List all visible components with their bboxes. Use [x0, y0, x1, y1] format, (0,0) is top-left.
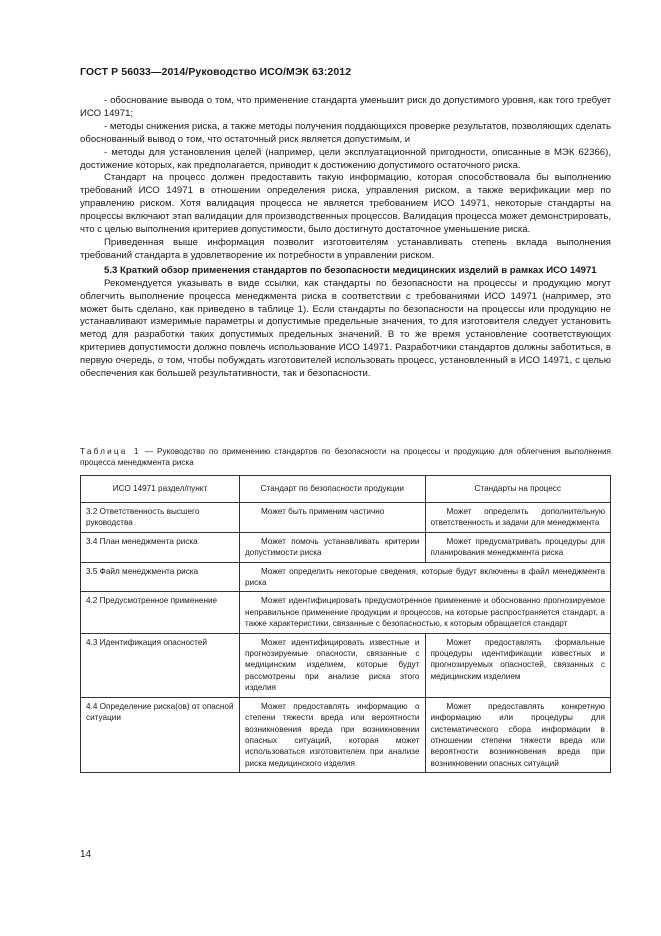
column-header: Стандарт по безопасности продукции	[240, 476, 426, 503]
merged-standard-cell: Может определить некоторые сведения, которые будут включены в файл менеджмента риска	[240, 562, 611, 592]
clause-cell: 4.4 Определение риска(ов) от опасной ситуации	[81, 697, 240, 772]
process-standard-cell: Может предусматривать процедуры для планирования менеджмента риска	[425, 532, 611, 562]
table-header-row	[81, 476, 611, 503]
table-row	[81, 697, 611, 772]
product-standard-cell: Может идентифицировать известные и прогнозируемые опасности, связанные с медицинским изделием, которые будут рассмотрены при анализе риска этого изделия	[240, 633, 426, 697]
guidance-table	[80, 475, 611, 773]
paragraph: Стандарт на процесс должен предоставить такую информацию, которая способствовала бы выполнению требований ИСО 14971 в отношении определения риска, управления риском, а также верификации мер по управлению риском. Хотя валидация процесса не является требованием ИСО 14971, некоторые стандарты на процессы включают этап валидации для производственных процессов. Валидация процесса может демонстрировать, что с целью выполнения критериев допустимости, было достигнуто достаточное уменьшение риска.	[80, 172, 611, 236]
product-standard-cell: Может быть применим частично	[240, 503, 426, 533]
product-standard-cell: Может предоставлять информацию о степени тяжести вреда или вероятности возникновения вреда при возникновении опасных ситуаций, которая может использоваться изготовителем при анализе риска медицинского изделия	[240, 697, 426, 772]
paragraph: - обоснование вывода о том, что применение стандарта уменьшит риск до допустимого уровня, как того требует ИСО 14971;	[80, 95, 611, 119]
paragraph: - методы снижения риска, а также методы получения поддающихся проверке результатов, позволяющих сделать обоснованный вывод о том, что остаточный риск является допустимым, и	[80, 120, 611, 145]
table-caption	[80, 446, 611, 468]
column-header: Стандарты на процесс	[425, 476, 611, 503]
clause-cell: 3.5 Файл менеджмента риска	[81, 562, 240, 592]
table-row	[81, 562, 611, 592]
document-header: ГОСТ Р 56033—2014/Руководство ИСО/МЭК 63:2012	[80, 66, 352, 78]
table-caption-text: — Руководство по применению стандартов по безопасности на процессы и продукцию для облегчения выполнения процесса менеджмента риска	[80, 447, 611, 467]
table-row	[81, 503, 611, 533]
paragraph: - методы для установления целей (например, цели эксплуатационной пригодности, описанные в МЭК 62366), достижение которых, как предполагается, приводит к достижению допустимого остаточного риска.	[80, 146, 611, 171]
process-standard-cell: Может определить дополнительную ответственность и задачи для менеджмента	[425, 503, 611, 533]
clause-cell: 3.4 План менеджмента риска	[81, 532, 240, 562]
column-header: ИСО 14971 раздел/пункт	[81, 476, 240, 503]
page-number: 14	[80, 849, 92, 860]
paragraph: Рекомендуется указывать в виде ссылки, как стандарты по безопасности на процессы и продукцию могут облегчить выполнение процесса менеджмента риска в соответствии с требованиями ИСО 14971 (например, это может быть сделано, как приведено в таблице 1). Если стандарты по безопасности на процессы или продукцию не устанавливают измеримые параметры и допустимые предельные значения, то для изготовителя следует установить метод для разработки таких допустимых предельных значений. В то же время установление соответствующих критериев допустимости должно повлечь использование ИСО 14971. Разработчики стандартов должны заботиться, в первую очередь, о том, чтобы побуждать изготовителей использовать процесс, установленный в ИСО 14971, с целью обеспечения как большей результативности, так и безопасности.	[80, 277, 611, 380]
body-text	[80, 95, 611, 381]
paragraph: Приведенная выше информация позволит изготовителям устанавливать степень вклада выполнения требований стандарта в удовлетворение их потребности в управлении риском.	[80, 236, 611, 261]
table-caption-label: Таблица 1	[80, 447, 141, 456]
table-row	[81, 592, 611, 633]
merged-standard-cell: Может идентифицировать предусмотренное применение и обоснованно прогнозируемое неправильное применение продукции и процессов, на которые распространяется стандарт, а также характеристики, связанные с безопасностью, к которым обращается стандарт	[240, 592, 611, 633]
clause-cell: 4.3 Идентификация опасностей	[81, 633, 240, 697]
product-standard-cell: Может помочь устанавливать критерии допустимости риска	[240, 532, 426, 562]
process-standard-cell: Может предоставлять формальные процедуры идентификации известных и прогнозируемых опасностей, связанных с медицинским изделием	[425, 633, 611, 697]
table-row	[81, 532, 611, 562]
clause-cell: 3.2 Ответственность высшего руководства	[81, 503, 240, 533]
section-heading: 5.3 Краткий обзор применения стандартов по безопасности медицинских изделий в рамках ИСО 14971	[104, 264, 597, 276]
process-standard-cell: Может предоставлять конкретную информацию или процедуры для систематического сбора информации в отношении степени тяжести вреда или вероятности возникновения вреда при возникновении опасных ситуаций	[425, 697, 611, 772]
table-row	[81, 633, 611, 697]
clause-cell: 4.2 Предусмотренное применение	[81, 592, 240, 633]
